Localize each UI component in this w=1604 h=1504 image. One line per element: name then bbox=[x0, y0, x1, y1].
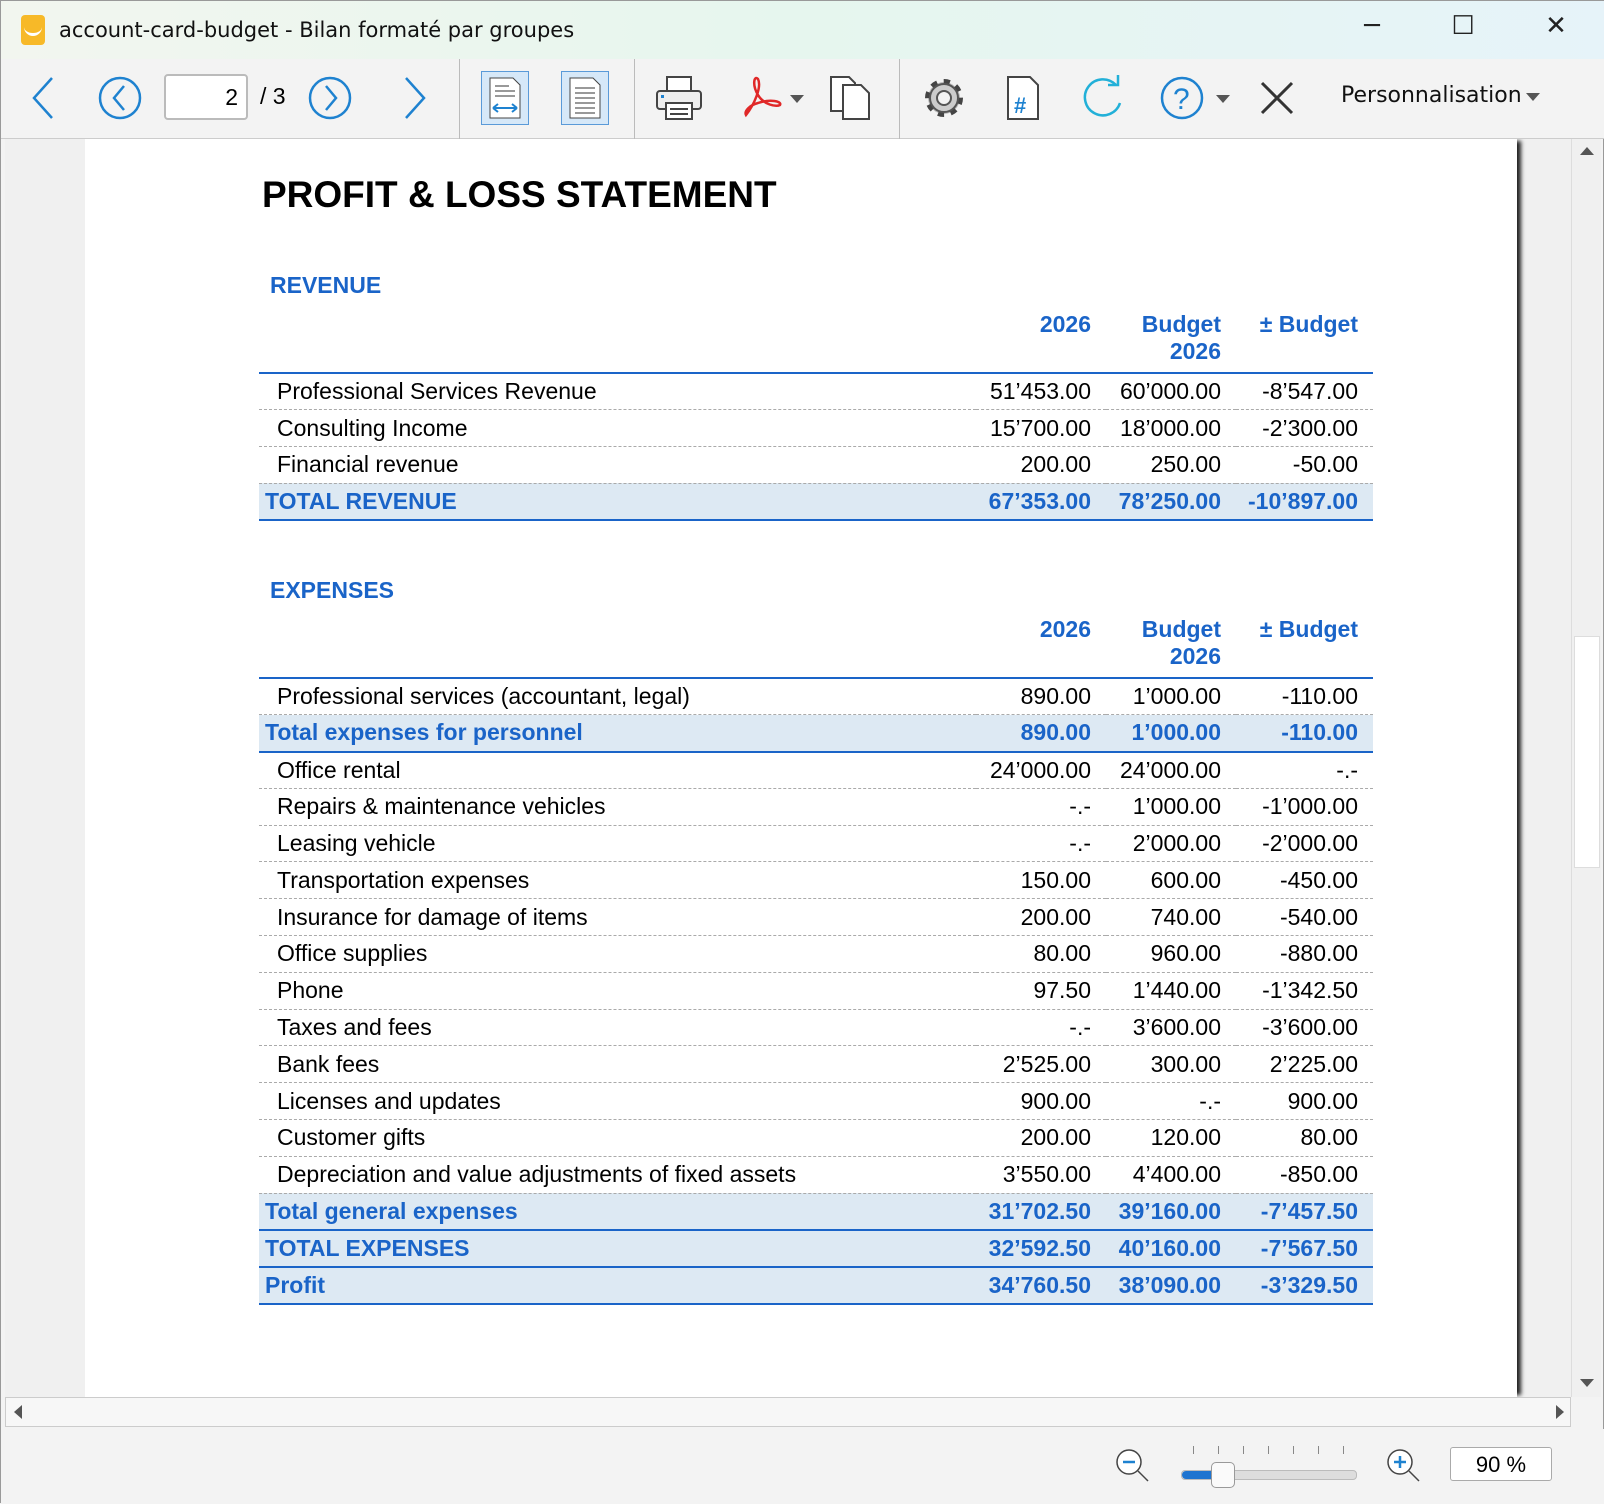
column-header-row bbox=[259, 616, 1373, 678]
row-label: Total expenses for personnel bbox=[259, 715, 976, 752]
vertical-scrollbar[interactable] bbox=[1571, 139, 1601, 1397]
header-blank bbox=[259, 311, 976, 373]
row-value: 51’453.00 bbox=[976, 373, 1106, 410]
row-label: Phone bbox=[259, 972, 976, 1009]
report-page bbox=[85, 139, 1517, 1397]
row-value: -.- bbox=[1106, 1083, 1236, 1120]
table-row bbox=[259, 447, 1373, 484]
page-numbering-button[interactable] bbox=[1001, 71, 1047, 125]
row-label: Taxes and fees bbox=[259, 1009, 976, 1046]
row-value: 80.00 bbox=[976, 936, 1106, 973]
close-report-button[interactable] bbox=[1257, 71, 1297, 125]
header-blank bbox=[259, 616, 976, 678]
row-label: Professional Services Revenue bbox=[259, 373, 976, 410]
row-value: 1’000.00 bbox=[1106, 788, 1236, 825]
row-value: 1’000.00 bbox=[1106, 715, 1236, 752]
column-header: ± Budget bbox=[1236, 616, 1373, 678]
row-label: Customer gifts bbox=[259, 1120, 976, 1157]
row-label: Office rental bbox=[259, 752, 976, 789]
total-row bbox=[259, 1230, 1373, 1267]
row-label: Financial revenue bbox=[259, 447, 976, 484]
row-value: 24’000.00 bbox=[1106, 752, 1236, 789]
circle-chevron-right-icon bbox=[307, 75, 353, 121]
row-value: 200.00 bbox=[976, 447, 1106, 484]
copy-button[interactable] bbox=[826, 71, 876, 125]
table-row bbox=[259, 752, 1373, 789]
row-value: -8’547.00 bbox=[1236, 373, 1373, 410]
table-row bbox=[259, 1046, 1373, 1083]
row-label: Professional services (accountant, legal) bbox=[259, 678, 976, 715]
row-value: -880.00 bbox=[1236, 936, 1373, 973]
table-row bbox=[259, 899, 1373, 936]
table-row bbox=[259, 678, 1373, 715]
row-value: -1’000.00 bbox=[1236, 788, 1373, 825]
previous-page-button[interactable] bbox=[25, 71, 61, 125]
report-viewport bbox=[5, 139, 1571, 1397]
gear-icon bbox=[920, 74, 968, 122]
window-title: account-card-budget - Bilan formaté par groupes bbox=[59, 18, 575, 42]
row-value: -1’342.50 bbox=[1236, 972, 1373, 1009]
next-circle-button[interactable] bbox=[307, 71, 353, 125]
row-value: -110.00 bbox=[1236, 678, 1373, 715]
fit-width-icon bbox=[487, 76, 523, 120]
table-row bbox=[259, 788, 1373, 825]
zoom-tick bbox=[1268, 1446, 1269, 1454]
refresh-button[interactable] bbox=[1079, 71, 1129, 125]
row-value: -3’329.50 bbox=[1236, 1267, 1373, 1304]
row-value: -110.00 bbox=[1236, 715, 1373, 752]
column-header: ± Budget bbox=[1236, 311, 1373, 373]
row-value: 67’353.00 bbox=[976, 483, 1106, 520]
export-pdf-button[interactable] bbox=[736, 71, 806, 125]
print-button[interactable] bbox=[654, 71, 704, 125]
row-label: Insurance for damage of items bbox=[259, 899, 976, 936]
app-icon bbox=[21, 15, 45, 45]
row-value: 200.00 bbox=[976, 1120, 1106, 1157]
chevron-left-icon bbox=[28, 75, 58, 121]
zoom-tick bbox=[1293, 1446, 1294, 1454]
zoom-in-icon bbox=[1385, 1447, 1425, 1487]
table-row bbox=[259, 825, 1373, 862]
column-header: Budget 2026 bbox=[1106, 311, 1236, 373]
total-row bbox=[259, 715, 1373, 752]
row-value: 120.00 bbox=[1106, 1120, 1236, 1157]
copy-icon bbox=[827, 75, 875, 121]
maximize-button[interactable]: ☐ bbox=[1451, 11, 1475, 41]
row-value: 890.00 bbox=[976, 715, 1106, 752]
row-value: 3’600.00 bbox=[1106, 1009, 1236, 1046]
pdf-icon bbox=[736, 75, 806, 121]
row-value: 1’000.00 bbox=[1106, 678, 1236, 715]
next-page-button[interactable] bbox=[397, 71, 433, 125]
zoom-percentage-field[interactable]: 90 % bbox=[1450, 1447, 1552, 1481]
row-label: Transportation expenses bbox=[259, 862, 976, 899]
horizontal-scrollbar[interactable] bbox=[5, 1397, 1571, 1427]
scroll-right-arrow-icon[interactable] bbox=[1556, 1405, 1564, 1419]
previous-circle-button[interactable] bbox=[97, 71, 143, 125]
row-value: 18’000.00 bbox=[1106, 410, 1236, 447]
zoom-tick bbox=[1343, 1446, 1344, 1454]
table-row bbox=[259, 1083, 1373, 1120]
row-value: -7’567.50 bbox=[1236, 1230, 1373, 1267]
row-value: -.- bbox=[1236, 752, 1373, 789]
row-value: 80.00 bbox=[1236, 1120, 1373, 1157]
row-value: 2’225.00 bbox=[1236, 1046, 1373, 1083]
chevron-down-icon[interactable] bbox=[1526, 93, 1540, 108]
table-row bbox=[259, 410, 1373, 447]
page-number-input[interactable]: 2 bbox=[164, 74, 248, 120]
revenue-heading: REVENUE bbox=[270, 272, 382, 298]
row-label: Total general expenses bbox=[259, 1193, 976, 1230]
row-value: 900.00 bbox=[976, 1083, 1106, 1120]
row-value: -10’897.00 bbox=[1236, 483, 1373, 520]
table-row bbox=[259, 972, 1373, 1009]
expenses-table bbox=[259, 616, 1373, 1305]
printer-icon bbox=[655, 75, 703, 121]
svg-text:?: ? bbox=[1173, 83, 1190, 116]
row-value: 60’000.00 bbox=[1106, 373, 1236, 410]
table-row bbox=[259, 936, 1373, 973]
zoom-slider[interactable] bbox=[1181, 1470, 1357, 1480]
full-page-icon bbox=[567, 76, 603, 120]
refresh-icon bbox=[1080, 75, 1128, 121]
zoom-out-icon bbox=[1114, 1447, 1154, 1487]
row-value: 150.00 bbox=[976, 862, 1106, 899]
report-title: PROFIT & LOSS STATEMENT bbox=[262, 174, 777, 215]
row-value: 2’525.00 bbox=[976, 1046, 1106, 1083]
row-value: -450.00 bbox=[1236, 862, 1373, 899]
row-label: Office supplies bbox=[259, 936, 976, 973]
svg-text:#: # bbox=[1014, 93, 1027, 118]
expenses-heading: EXPENSES bbox=[270, 577, 394, 603]
zoom-out-button[interactable] bbox=[1114, 1447, 1154, 1492]
zoom-tick bbox=[1218, 1446, 1219, 1454]
row-value: -2’300.00 bbox=[1236, 410, 1373, 447]
row-value: 600.00 bbox=[1106, 862, 1236, 899]
page-number-icon bbox=[1004, 75, 1044, 121]
row-value: 34’760.50 bbox=[976, 1267, 1106, 1304]
row-value: 740.00 bbox=[1106, 899, 1236, 936]
status-bar bbox=[1, 1429, 1604, 1504]
table-row bbox=[259, 1009, 1373, 1046]
row-value: 890.00 bbox=[976, 678, 1106, 715]
row-value: -2’000.00 bbox=[1236, 825, 1373, 862]
row-label: Consulting Income bbox=[259, 410, 976, 447]
row-value: 2’000.00 bbox=[1106, 825, 1236, 862]
row-value: 31’702.50 bbox=[976, 1193, 1106, 1230]
zoom-tick bbox=[1318, 1446, 1319, 1454]
row-value: 78’250.00 bbox=[1106, 483, 1236, 520]
row-value: 15’700.00 bbox=[976, 410, 1106, 447]
column-header: 2026 bbox=[976, 311, 1106, 373]
row-value: 4’400.00 bbox=[1106, 1156, 1236, 1193]
close-icon bbox=[1259, 80, 1295, 116]
settings-button[interactable] bbox=[919, 71, 969, 125]
scroll-left-arrow-icon[interactable] bbox=[14, 1405, 22, 1419]
table-row bbox=[259, 862, 1373, 899]
fit-page-button[interactable] bbox=[561, 71, 609, 125]
row-label: TOTAL EXPENSES bbox=[259, 1230, 976, 1267]
row-value: 24’000.00 bbox=[976, 752, 1106, 789]
total-row bbox=[259, 483, 1373, 520]
row-value: 97.50 bbox=[976, 972, 1106, 1009]
row-value: -.- bbox=[976, 1009, 1106, 1046]
table-row bbox=[259, 373, 1373, 410]
scroll-up-arrow-icon[interactable] bbox=[1580, 147, 1594, 155]
row-label: Leasing vehicle bbox=[259, 825, 976, 862]
toolbar bbox=[1, 59, 1604, 139]
row-value: 39’160.00 bbox=[1106, 1193, 1236, 1230]
row-value: -.- bbox=[976, 825, 1106, 862]
vertical-scroll-thumb[interactable] bbox=[1574, 636, 1600, 868]
row-label: Repairs & maintenance vehicles bbox=[259, 788, 976, 825]
total-row bbox=[259, 1193, 1373, 1230]
revenue-table bbox=[259, 311, 1373, 521]
column-header-row bbox=[259, 311, 1373, 373]
row-value: 900.00 bbox=[1236, 1083, 1373, 1120]
scroll-down-arrow-icon[interactable] bbox=[1580, 1379, 1594, 1387]
row-label: Profit bbox=[259, 1267, 976, 1304]
help-button[interactable] bbox=[1159, 71, 1235, 125]
row-value: 960.00 bbox=[1106, 936, 1236, 973]
zoom-tick bbox=[1243, 1446, 1244, 1454]
customization-dropdown[interactable]: Personnalisation bbox=[1341, 83, 1522, 108]
page-total: / 3 bbox=[260, 83, 286, 109]
row-value: 1’440.00 bbox=[1106, 972, 1236, 1009]
table-row bbox=[259, 1120, 1373, 1157]
row-value: -850.00 bbox=[1236, 1156, 1373, 1193]
row-label: Depreciation and value adjustments of fixed assets bbox=[259, 1156, 976, 1193]
row-value: 32’592.50 bbox=[976, 1230, 1106, 1267]
close-window-button[interactable]: ✕ bbox=[1545, 11, 1567, 41]
zoom-tick bbox=[1193, 1446, 1194, 1454]
circle-chevron-left-icon bbox=[97, 75, 143, 121]
row-value: 250.00 bbox=[1106, 447, 1236, 484]
row-value: -50.00 bbox=[1236, 447, 1373, 484]
help-icon bbox=[1159, 75, 1235, 121]
column-header: Budget 2026 bbox=[1106, 616, 1236, 678]
row-label: Licenses and updates bbox=[259, 1083, 976, 1120]
row-value: -540.00 bbox=[1236, 899, 1373, 936]
table-row bbox=[259, 1156, 1373, 1193]
chevron-right-icon bbox=[400, 75, 430, 121]
row-value: -.- bbox=[976, 788, 1106, 825]
row-value: 38’090.00 bbox=[1106, 1267, 1236, 1304]
minimize-button[interactable]: ─ bbox=[1364, 11, 1380, 41]
zoom-slider-thumb[interactable] bbox=[1211, 1462, 1235, 1488]
row-value: 3’550.00 bbox=[976, 1156, 1106, 1193]
title-bar bbox=[1, 1, 1604, 59]
row-label: Bank fees bbox=[259, 1046, 976, 1083]
row-value: 300.00 bbox=[1106, 1046, 1236, 1083]
column-header: 2026 bbox=[976, 616, 1106, 678]
fit-width-button[interactable] bbox=[481, 71, 529, 125]
row-value: -7’457.50 bbox=[1236, 1193, 1373, 1230]
row-value: 40’160.00 bbox=[1106, 1230, 1236, 1267]
row-value: -3’600.00 bbox=[1236, 1009, 1373, 1046]
row-value: 200.00 bbox=[976, 899, 1106, 936]
zoom-in-button[interactable] bbox=[1385, 1447, 1425, 1492]
row-label: TOTAL REVENUE bbox=[259, 483, 976, 520]
total-row bbox=[259, 1267, 1373, 1304]
